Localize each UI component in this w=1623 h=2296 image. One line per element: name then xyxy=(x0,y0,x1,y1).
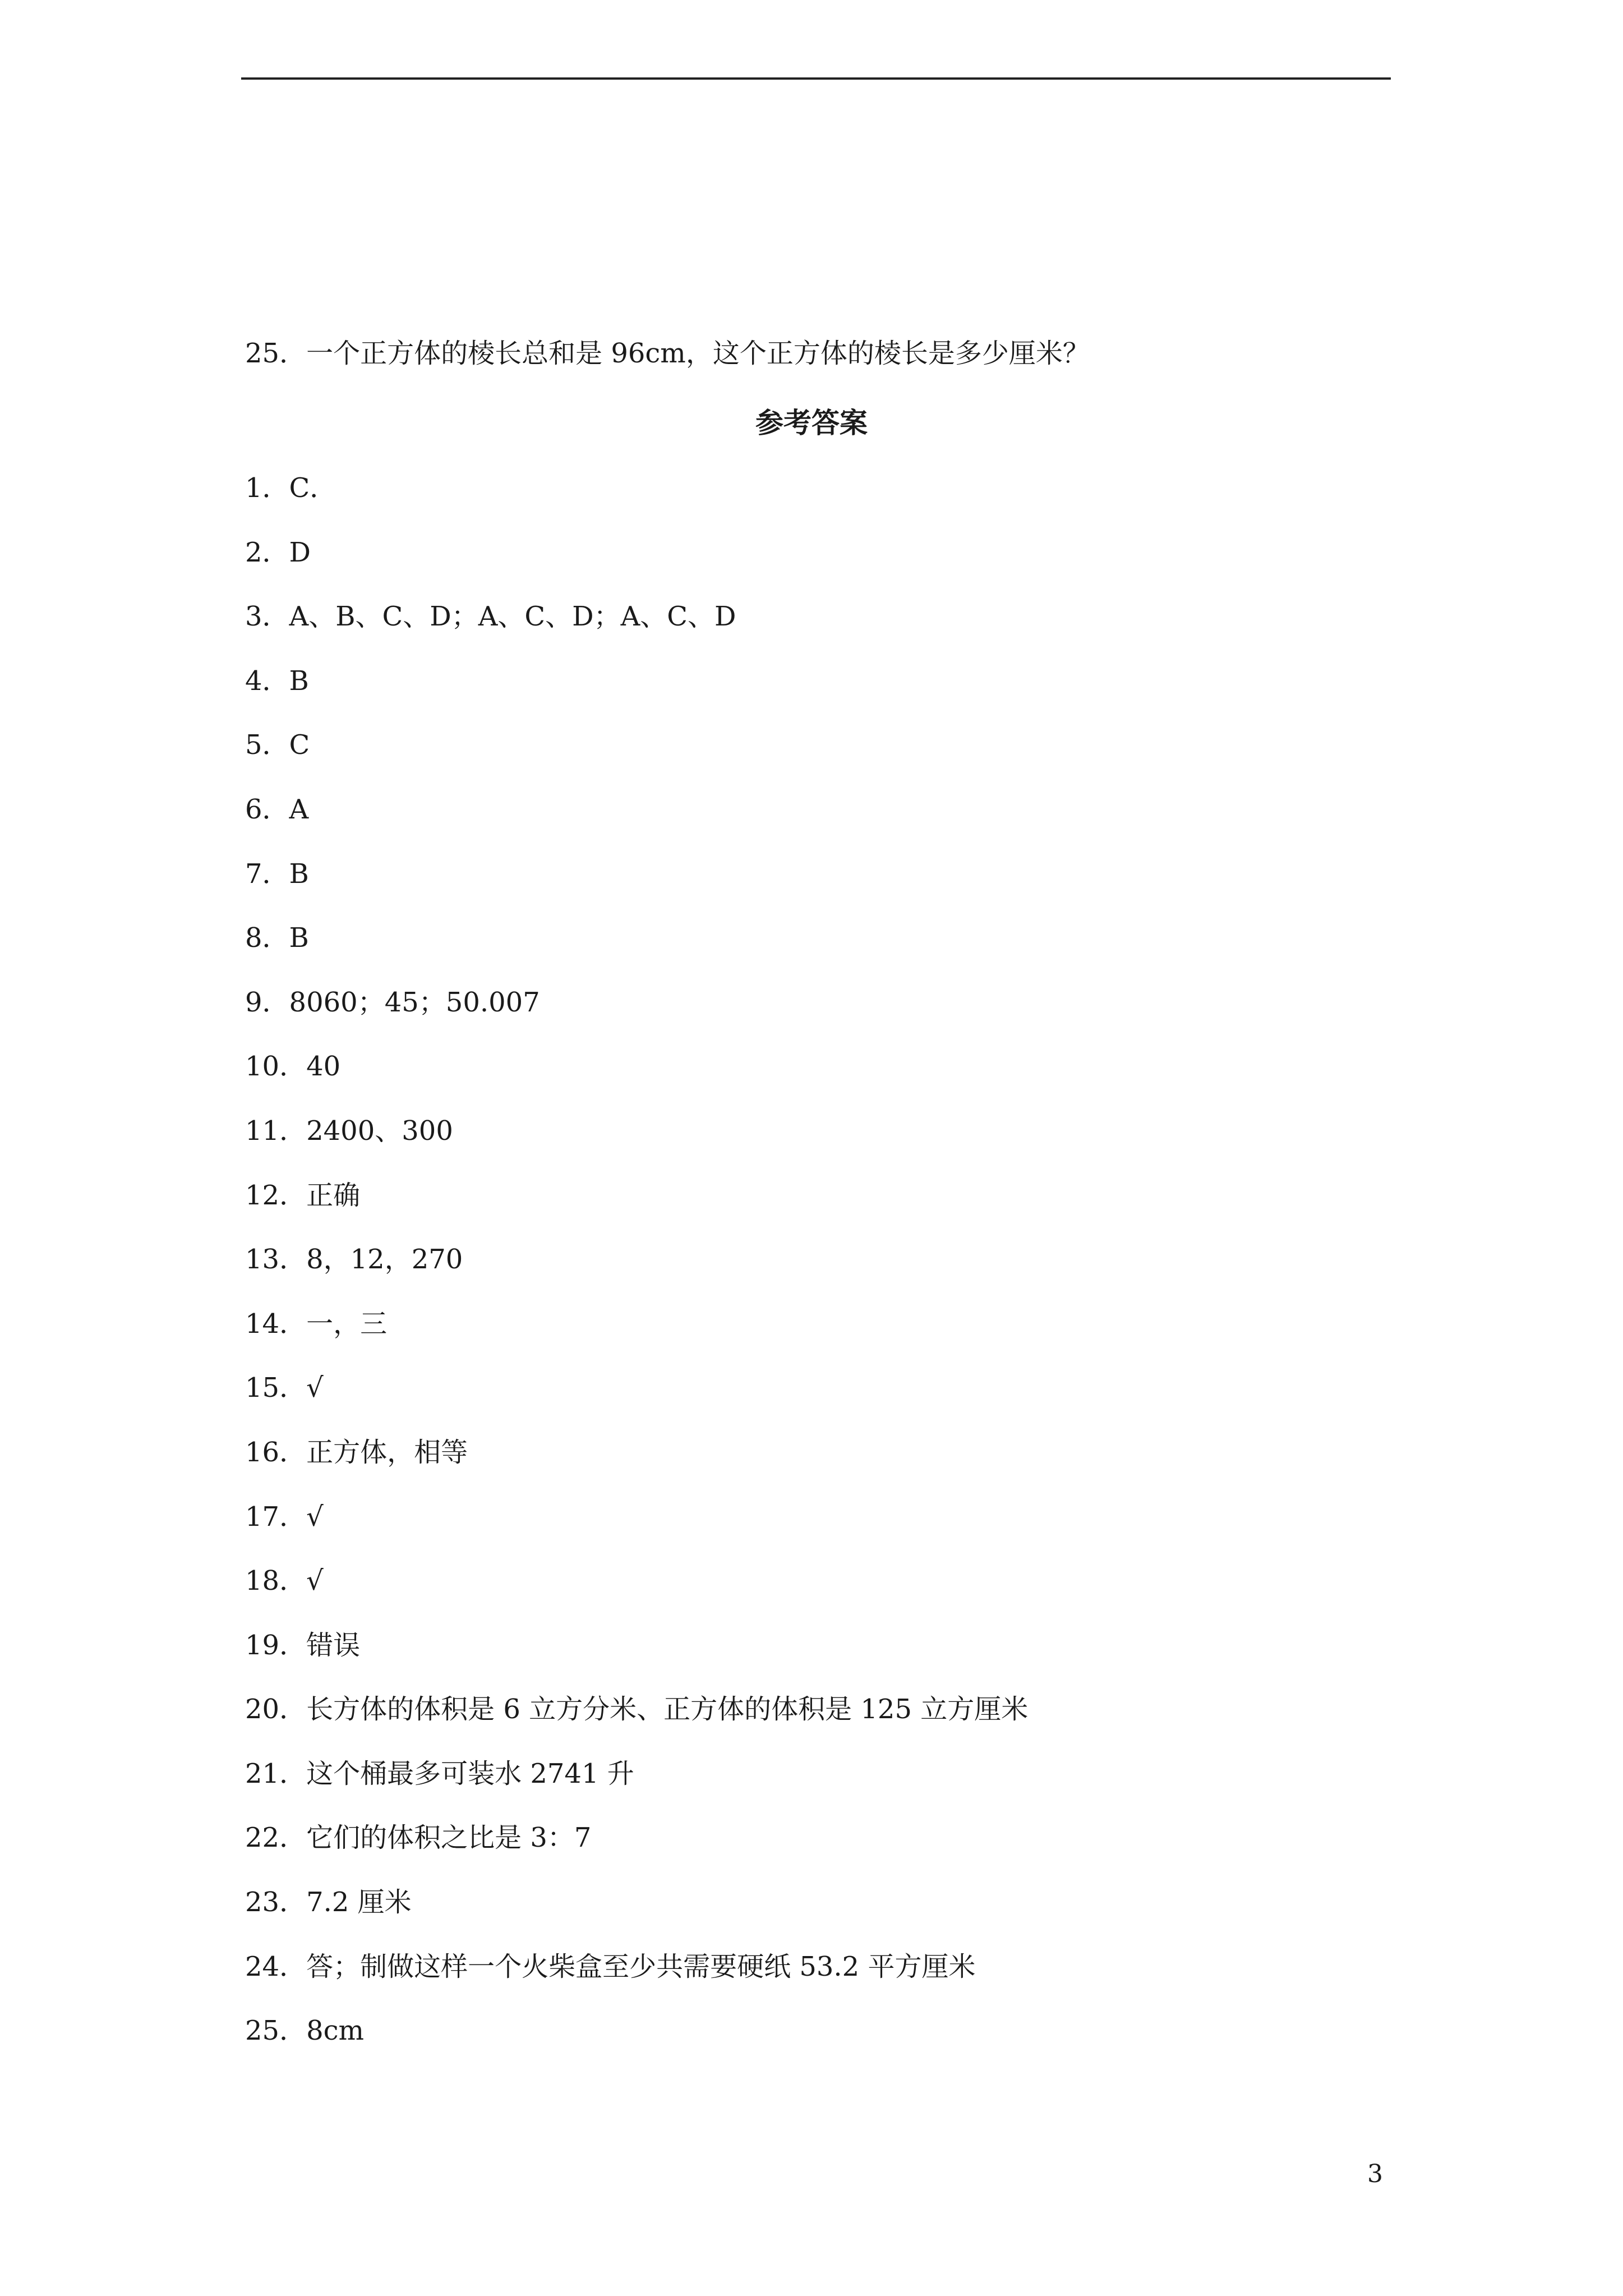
answer-item: 16．正方体，相等 xyxy=(245,1436,468,1468)
answer-item: 15．√ xyxy=(245,1372,324,1404)
question-25: 25．一个正方体的棱长总和是 96cm，这个正方体的棱长是多少厘米？ xyxy=(245,338,1090,369)
answer-item: 5．C xyxy=(245,729,310,761)
answer-item: 12．正确 xyxy=(245,1179,361,1211)
answer-item: 20．长方体的体积是 6 立方分米、正方体的体积是 125 立方厘米 xyxy=(245,1694,1029,1726)
answer-item: 25．8cm xyxy=(245,2015,365,2047)
header-rule xyxy=(241,77,1391,80)
answer-item: 13．8，12，270 xyxy=(245,1244,463,1276)
answer-item: 24．答；制做这样一个火柴盒至少共需要硬纸 53.2 平方厘米 xyxy=(245,1950,976,1982)
answer-item: 21．这个桶最多可装水 2741 升 xyxy=(245,1757,634,1789)
answer-item: 11．2400、300 xyxy=(245,1115,453,1147)
answer-item: 1．C． xyxy=(245,472,337,504)
answer-item: 22．它们的体积之比是 3：7 xyxy=(245,1822,592,1854)
answer-item: 18．√ xyxy=(245,1565,324,1597)
answer-item: 8．B xyxy=(245,922,309,954)
answer-item: 9．8060；45；50.007 xyxy=(245,986,540,1018)
answer-item: 23．7.2 厘米 xyxy=(245,1887,412,1918)
answer-item: 4．B xyxy=(245,665,309,697)
answers-title: 参考答案 xyxy=(755,406,868,439)
answer-item: 17．√ xyxy=(245,1501,324,1533)
answer-item: 7．B xyxy=(245,858,309,890)
answer-item: 14．一，三 xyxy=(245,1308,388,1340)
answer-item: 10．40 xyxy=(245,1051,341,1083)
answer-item: 6．A xyxy=(245,793,309,825)
answer-list xyxy=(245,471,1028,2078)
answer-item: 19．错误 xyxy=(245,1629,361,1661)
page-number: 3 xyxy=(1367,2160,1383,2188)
answer-item: 2．D xyxy=(245,536,311,568)
answer-item: 3．A、B、C、D；A、C、D；A、C、D xyxy=(245,601,736,633)
